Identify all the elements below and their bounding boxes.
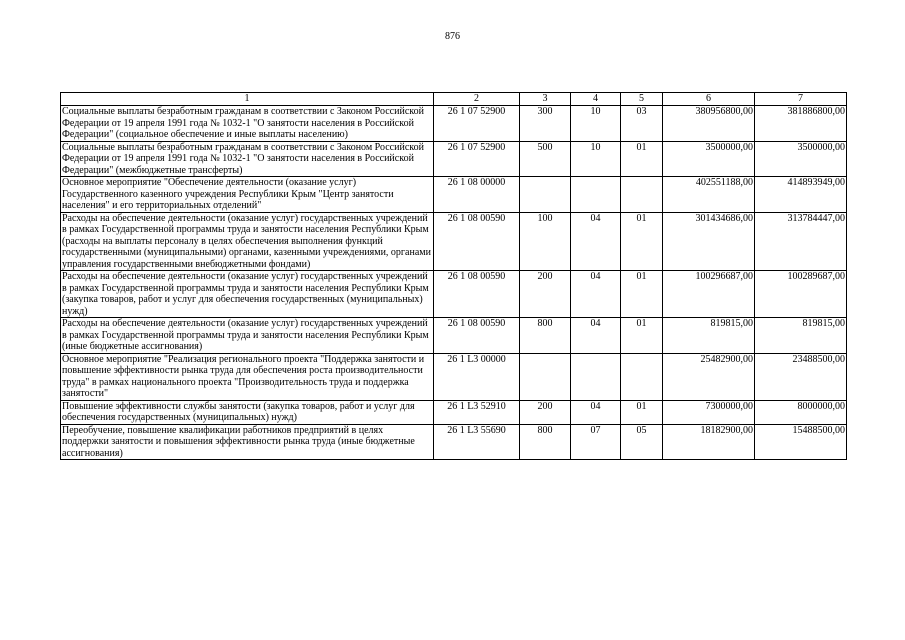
row-code: 26 1 07 52900 — [434, 141, 520, 177]
row-col5: 01 — [621, 141, 663, 177]
row-col4: 04 — [571, 400, 621, 424]
column-header: 2 — [434, 93, 520, 106]
row-amount-col6: 25482900,00 — [663, 353, 755, 400]
row-description: Основное мероприятие "Реализация регионального проекта "Поддержка занятости и повышение эффективности рынка труда для обеспечения роста производительности труда" в рамках национального проекта "Производительность труда и поддержка занятости" — [61, 353, 434, 400]
row-amount-col6: 18182900,00 — [663, 424, 755, 460]
row-description: Социальные выплаты безработным гражданам в соответствии с Законом Российской Федерации от 19 апреля 1991 года № 1032-1 "О занятости населения в Российской Федерации" (социальное обеспечение и иные выплаты населению) — [61, 106, 434, 142]
row-col5 — [621, 353, 663, 400]
table-row — [61, 424, 847, 460]
row-col4: 04 — [571, 212, 621, 271]
table-row — [61, 177, 847, 213]
row-col3 — [520, 353, 571, 400]
row-col4: 10 — [571, 141, 621, 177]
row-amount-col6: 380956800,00 — [663, 106, 755, 142]
table-row — [61, 271, 847, 318]
row-code: 26 1 L3 52910 — [434, 400, 520, 424]
row-description: Повышение эффективности службы занятости (закупка товаров, работ и услуг для обеспечения государственных (муниципальных) нужд) — [61, 400, 434, 424]
table-row — [61, 212, 847, 271]
row-amount-col7: 414893949,00 — [755, 177, 847, 213]
row-code: 26 1 07 52900 — [434, 106, 520, 142]
table-row — [61, 318, 847, 354]
row-col5: 01 — [621, 271, 663, 318]
table-row — [61, 106, 847, 142]
table-row — [61, 400, 847, 424]
row-description: Расходы на обеспечение деятельности (оказание услуг) государственных учреждений в рамках Государственной программы труда и занятости населения Республики Крым (расходы на выплаты персоналу в целях обеспечения выполнения функций государственными (муниципальными) органами, казенными учреждениями, органами управления государственными внебюджетными фондами) — [61, 212, 434, 271]
row-amount-col6: 100296687,00 — [663, 271, 755, 318]
row-col4: 07 — [571, 424, 621, 460]
row-col3 — [520, 177, 571, 213]
row-col5: 01 — [621, 318, 663, 354]
row-description: Основное мероприятие "Обеспечение деятельности (оказание услуг) Государственного казенного учреждения Республики Крым "Центр занятости населения" и его территориальных отделений" — [61, 177, 434, 213]
row-amount-col7: 8000000,00 — [755, 400, 847, 424]
row-col3: 500 — [520, 141, 571, 177]
column-header: 1 — [61, 93, 434, 106]
row-code: 26 1 L3 00000 — [434, 353, 520, 400]
row-description: Переобучение, повышение квалификации работников предприятий в целях поддержки занятости и повышения эффективности рынка труда (иные бюджетные ассигнования) — [61, 424, 434, 460]
row-amount-col7: 381886800,00 — [755, 106, 847, 142]
row-amount-col6: 3500000,00 — [663, 141, 755, 177]
row-col4 — [571, 177, 621, 213]
row-amount-col7: 100289687,00 — [755, 271, 847, 318]
row-col5 — [621, 177, 663, 213]
row-col3: 100 — [520, 212, 571, 271]
column-header: 5 — [621, 93, 663, 106]
column-header: 4 — [571, 93, 621, 106]
page-number: 876 — [445, 31, 460, 42]
row-col5: 03 — [621, 106, 663, 142]
row-col4 — [571, 353, 621, 400]
column-header: 7 — [755, 93, 847, 106]
row-amount-col6: 819815,00 — [663, 318, 755, 354]
row-code: 26 1 L3 55690 — [434, 424, 520, 460]
row-amount-col6: 402551188,00 — [663, 177, 755, 213]
row-amount-col7: 15488500,00 — [755, 424, 847, 460]
header-row — [61, 93, 847, 106]
row-amount-col6: 301434686,00 — [663, 212, 755, 271]
column-header: 3 — [520, 93, 571, 106]
row-code: 26 1 08 00590 — [434, 271, 520, 318]
column-header: 6 — [663, 93, 755, 106]
row-col4: 04 — [571, 318, 621, 354]
row-code: 26 1 08 00590 — [434, 212, 520, 271]
row-col3: 800 — [520, 318, 571, 354]
row-col3: 800 — [520, 424, 571, 460]
row-col4: 04 — [571, 271, 621, 318]
table-row — [61, 141, 847, 177]
row-col4: 10 — [571, 106, 621, 142]
row-amount-col7: 819815,00 — [755, 318, 847, 354]
row-code: 26 1 08 00590 — [434, 318, 520, 354]
row-code: 26 1 08 00000 — [434, 177, 520, 213]
row-col5: 01 — [621, 400, 663, 424]
table-row — [61, 353, 847, 400]
row-col3: 300 — [520, 106, 571, 142]
row-description: Расходы на обеспечение деятельности (оказание услуг) государственных учреждений в рамках Государственной программы труда и занятости населения Республики Крым (иные бюджетные ассигнования) — [61, 318, 434, 354]
row-amount-col7: 313784447,00 — [755, 212, 847, 271]
budget-table — [60, 92, 847, 460]
row-amount-col7: 3500000,00 — [755, 141, 847, 177]
row-col5: 01 — [621, 212, 663, 271]
row-col5: 05 — [621, 424, 663, 460]
row-description: Расходы на обеспечение деятельности (оказание услуг) государственных учреждений в рамках Государственной программы труда и занятости населения Республики Крым (закупка товаров, работ и услуг для обеспечения государственных (муниципальных) нужд) — [61, 271, 434, 318]
row-col3: 200 — [520, 400, 571, 424]
row-description: Социальные выплаты безработным гражданам в соответствии с Законом Российской Федерации от 19 апреля 1991 года № 1032-1 "О занятости населения в Российской Федерации" (межбюджетные трансферты) — [61, 141, 434, 177]
row-amount-col6: 7300000,00 — [663, 400, 755, 424]
row-col3: 200 — [520, 271, 571, 318]
row-amount-col7: 23488500,00 — [755, 353, 847, 400]
